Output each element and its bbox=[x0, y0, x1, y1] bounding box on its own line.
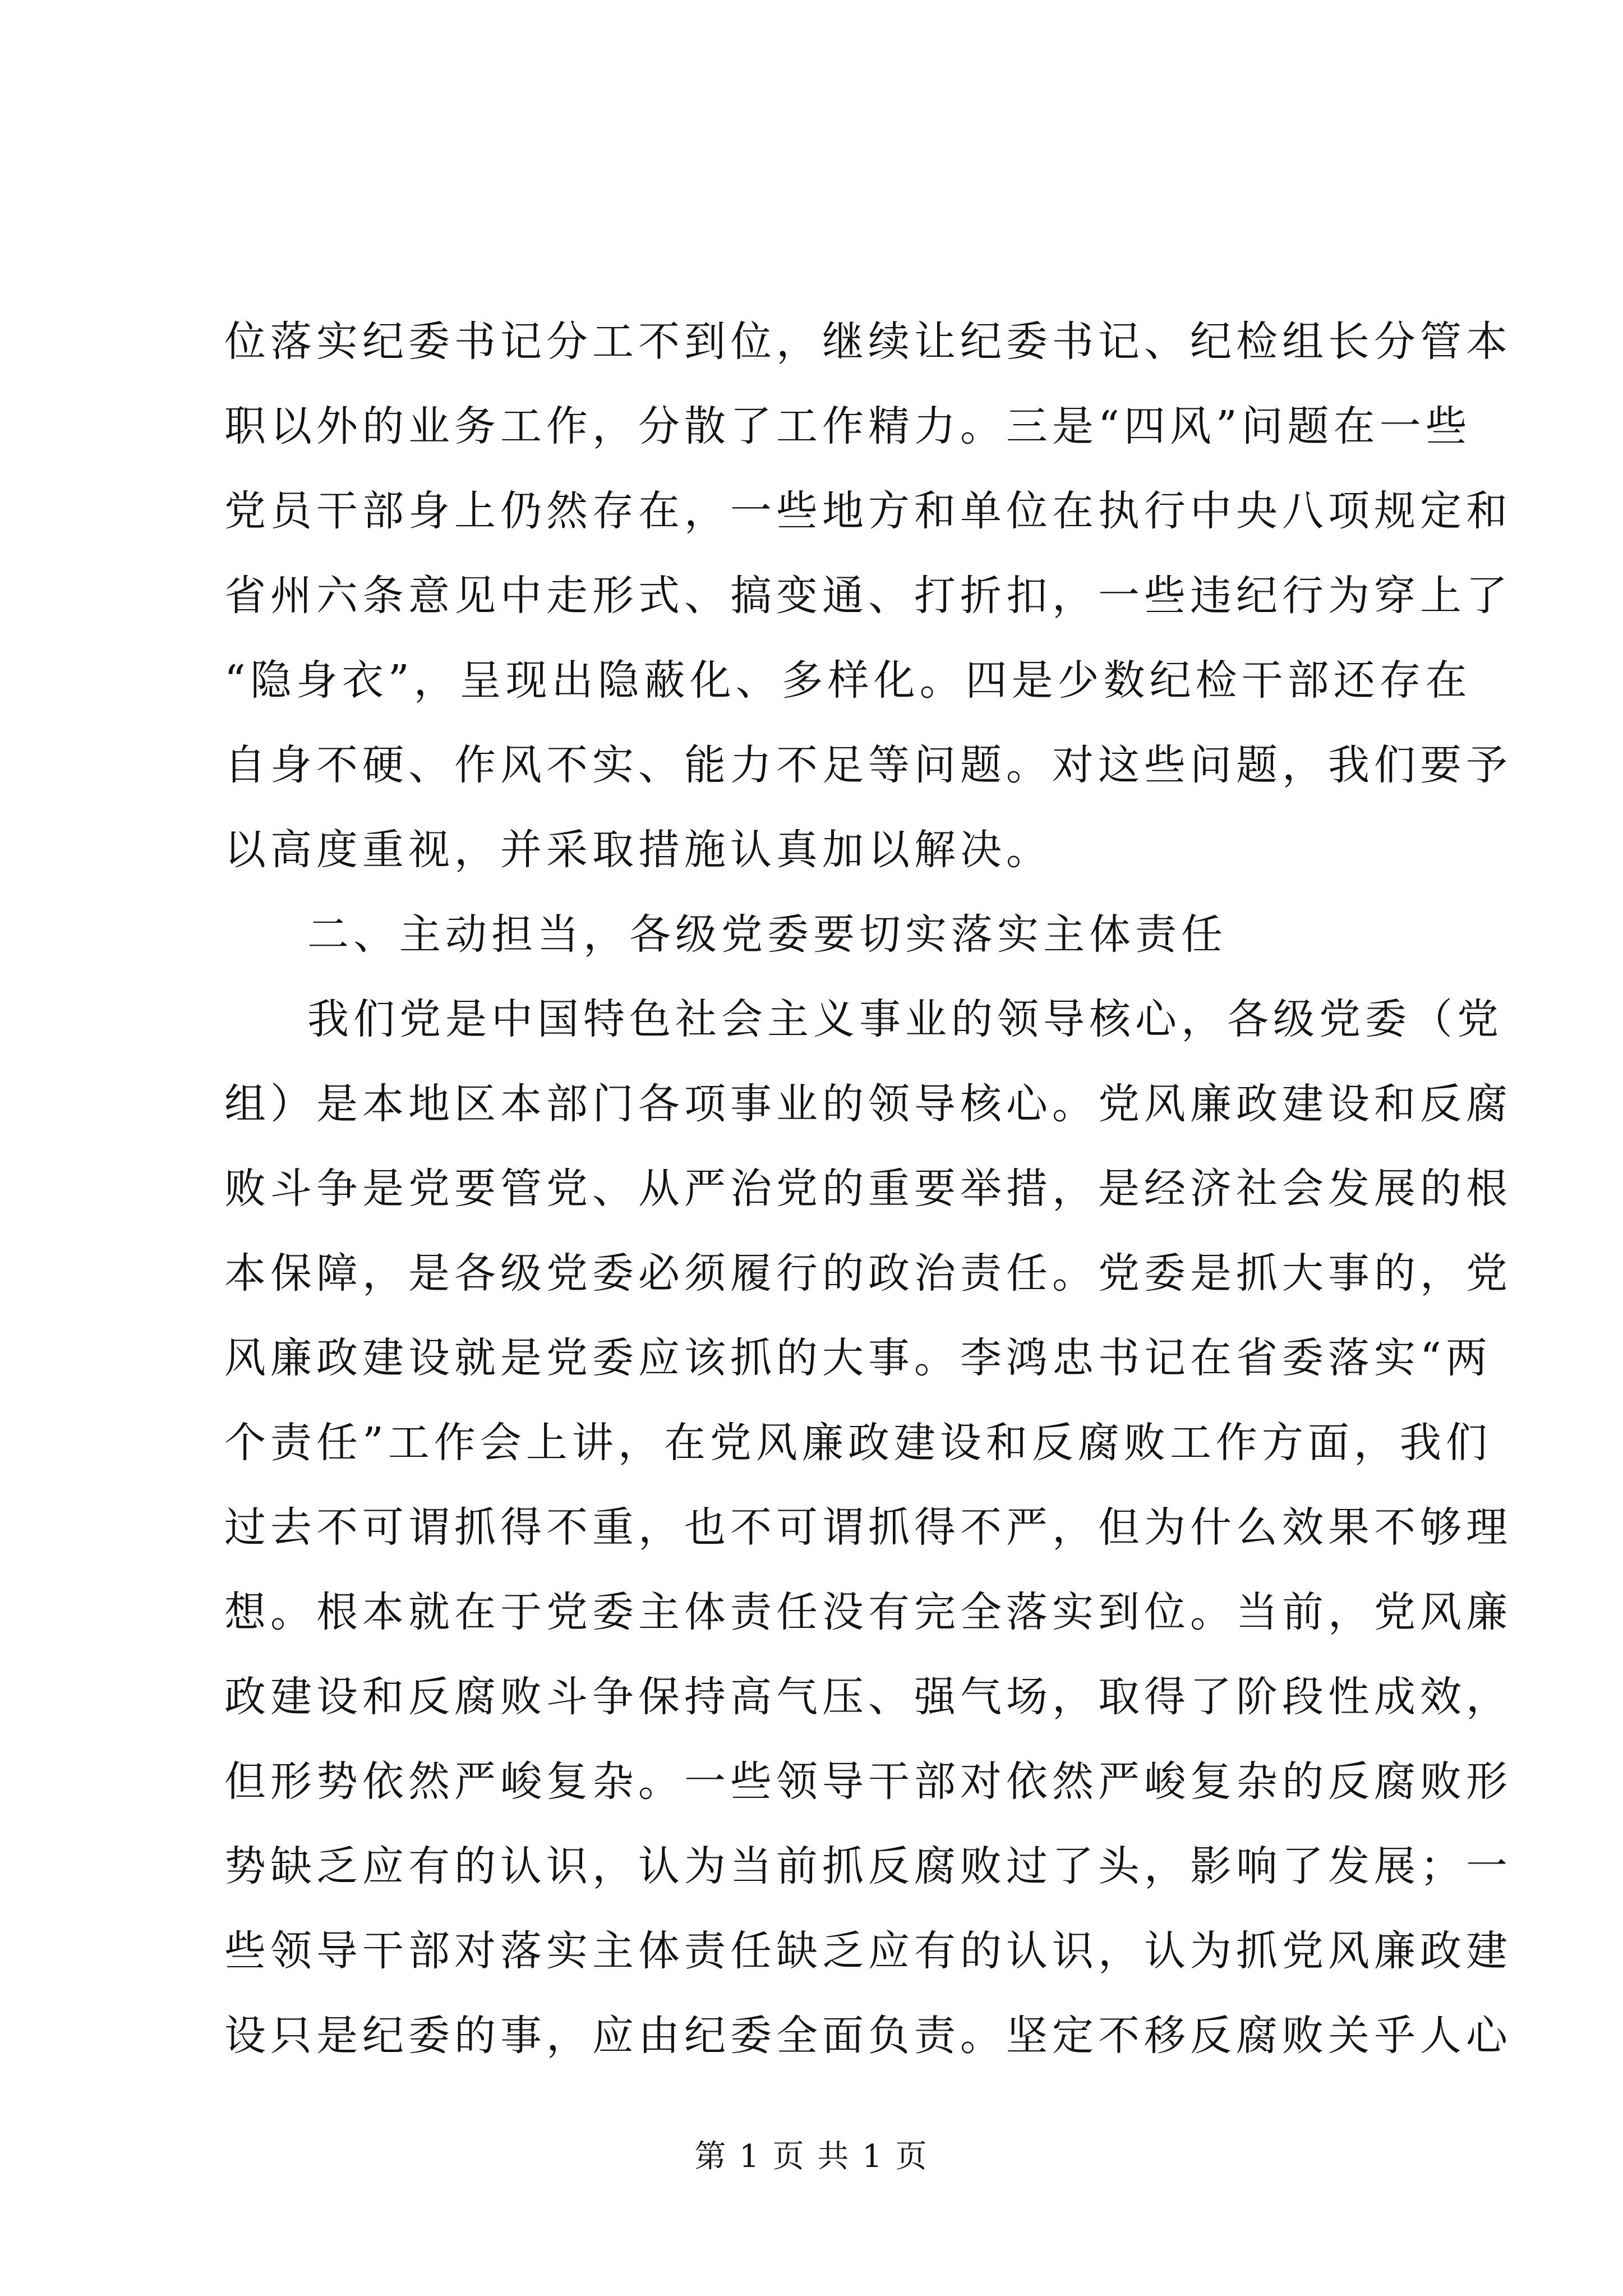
text-line: 过去不可谓抓得不重，也不可谓抓得不严，但为什么效果不够理 bbox=[224, 1503, 1512, 1552]
text-line: 势缺乏应有的认识，认为当前抓反腐败过了头，影响了发展；一 bbox=[224, 1842, 1512, 1890]
text-line: 自身不硬、作风不实、能力不足等问题。对这些问题，我们要予 bbox=[224, 741, 1512, 789]
text-line: 党员干部身上仍然存在，一些地方和单位在执行中央八项规定和 bbox=[224, 487, 1512, 535]
text-line: 个责任”工作会上讲，在党风廉政建设和反腐败工作方面，我们 bbox=[224, 1419, 1492, 1467]
text-line: 政建设和反腐败斗争保持高气压、强气场，取得了阶段性成效， bbox=[224, 1673, 1512, 1721]
text-line: 组）是本地区本部门各项事业的领导核心。党风廉政建设和反腐 bbox=[224, 1080, 1512, 1128]
text-line: 本保障，是各级党委必须履行的政治责任。党委是抓大事的，党 bbox=[224, 1249, 1512, 1297]
text-line: 些领导干部对落实主体责任缺乏应有的认识，认为抓党风廉政建 bbox=[224, 1927, 1512, 1975]
page-footer: 第 1 页 共 1 页 bbox=[694, 2138, 929, 2175]
text-line: 我们党是中国特色社会主义事业的领导核心，各级党委（党 bbox=[307, 995, 1503, 1043]
section-heading: 二、主动担当，各级党委要切实落实主体责任 bbox=[307, 910, 1227, 959]
text-line: 职以外的业务工作，分散了工作精力。三是“四风”问题在一些 bbox=[224, 402, 1472, 450]
document-body bbox=[224, 300, 1512, 2078]
text-line: 省州六条意见中走形式、搞变通、打折扣，一些违纪行为穿上了 bbox=[224, 572, 1512, 620]
text-line: 设只是纪委的事，应由纪委全面负责。坚定不移反腐败关乎人心 bbox=[224, 2012, 1512, 2060]
text-line: “隐身衣”，呈现出隐蔽化、多样化。四是少数纪检干部还存在 bbox=[224, 656, 1472, 705]
text-line: 位落实纪委书记分工不到位，继续让纪委书记、纪检组长分管本 bbox=[224, 318, 1512, 366]
text-line: 风廉政建设就是党委应该抓的大事。李鸿忠书记在省委落实“两 bbox=[224, 1334, 1492, 1382]
text-line: 但形势依然严峻复杂。一些领导干部对依然严峻复杂的反腐败形 bbox=[224, 1757, 1512, 1806]
text-line: 想。根本就在于党委主体责任没有完全落实到位。当前，党风廉 bbox=[224, 1588, 1512, 1636]
text-line: 以高度重视，并采取措施认真加以解决。 bbox=[224, 826, 1052, 874]
text-line: 败斗争是党要管党、从严治党的重要举措，是经济社会发展的根 bbox=[224, 1165, 1512, 1213]
